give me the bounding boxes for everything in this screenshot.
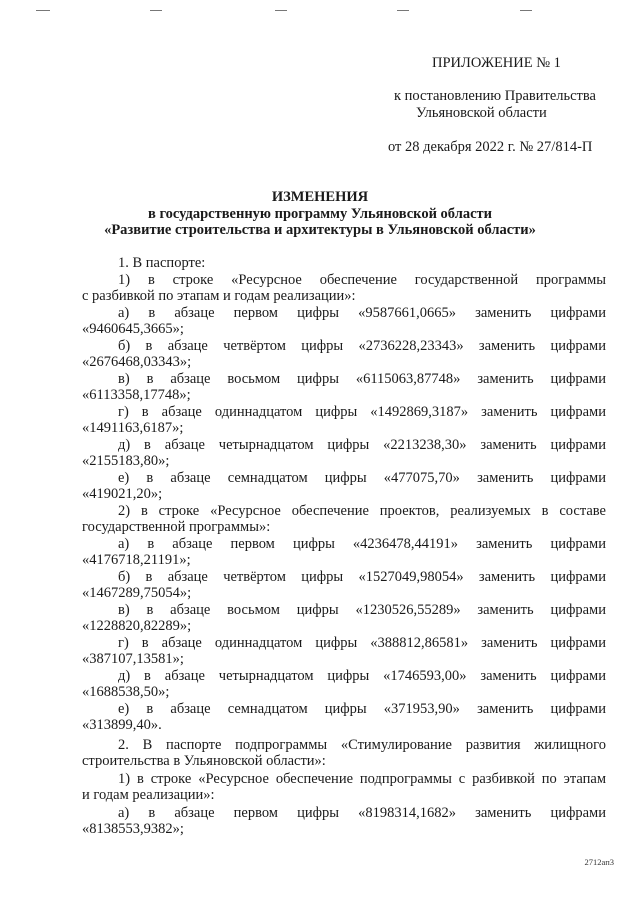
paragraph-line: а) в абзаце первом цифры «8198314,1682» заменить цифрами xyxy=(118,805,606,821)
scan-artifact-top xyxy=(520,10,532,11)
resolution-line-1: к постановлению Правительства xyxy=(394,88,596,104)
paragraph-line: а) в абзаце первом цифры «4236478,44191» заменить цифрами xyxy=(118,536,606,552)
document-code: 2712ап3 xyxy=(584,857,614,867)
paragraph-line: г) в абзаце одиннадцатом цифры «388812,86581» заменить цифрами xyxy=(118,635,606,651)
paragraph-line: «2676468,03343»; xyxy=(82,354,192,370)
paragraph-line: «387107,13581»; xyxy=(82,651,184,667)
paragraph-line: «4176718,21191»; xyxy=(82,552,191,568)
paragraph-line: 1) в строке «Ресурсное обеспечение государственной программы xyxy=(118,272,606,288)
paragraph-line: 2) в строке «Ресурсное обеспечение проектов, реализуемых в составе xyxy=(118,503,606,519)
paragraph-line: в) в абзаце восьмом цифры «6115063,87748» заменить цифрами xyxy=(118,371,606,387)
paragraph-line: «1491163,6187»; xyxy=(82,420,184,436)
document-title: ИЗМЕНЕНИЯ xyxy=(271,189,369,205)
appendix-label: ПРИЛОЖЕНИЕ № 1 xyxy=(432,55,561,71)
resolution-line-2: Ульяновской области xyxy=(416,105,547,121)
paragraph-line: «1688538,50»; xyxy=(82,684,170,700)
paragraph-line: «419021,20»; xyxy=(82,486,163,502)
paragraph-line: д) в абзаце четырнадцатом цифры «2213238,30» заменить цифрами xyxy=(118,437,606,453)
resolution-date-number: от 28 декабря 2022 г. № 27/814-П xyxy=(388,139,593,155)
scan-artifact-top xyxy=(397,10,409,11)
paragraph-line: «8138553,9382»; xyxy=(82,821,184,837)
paragraph-line: б) в абзаце четвёртом цифры «2736228,23343» заменить цифрами xyxy=(118,338,606,354)
paragraph-line: а) в абзаце первом цифры «9587661,0665» заменить цифрами xyxy=(118,305,606,321)
paragraph-line: с разбивкой по этапам и годам реализации»: xyxy=(82,288,356,304)
document-subtitle-2: «Развитие строительства и архитектуры в Ульяновской области» xyxy=(104,222,536,238)
paragraph-line: «6113358,17748»; xyxy=(82,387,191,403)
paragraph-line: 2. В паспорте подпрограммы «Стимулирование развития жилищного xyxy=(118,737,606,753)
paragraph-line: «1467289,75054»; xyxy=(82,585,192,601)
paragraph-line: г) в абзаце одиннадцатом цифры «1492869,3187» заменить цифрами xyxy=(118,404,606,420)
paragraph-line: «1228820,82289»; xyxy=(82,618,192,634)
paragraph-line: «9460645,3665»; xyxy=(82,321,184,337)
paragraph-line: б) в абзаце четвёртом цифры «1527049,98054» заменить цифрами xyxy=(118,569,606,585)
paragraph-line: «2155183,80»; xyxy=(82,453,170,469)
paragraph-line: и годам реализации»: xyxy=(82,787,215,803)
document-subtitle-1: в государственную программу Ульяновской области xyxy=(147,206,492,222)
paragraph-line: е) в абзаце семнадцатом цифры «477075,70» заменить цифрами xyxy=(118,470,606,486)
scan-artifact-top xyxy=(275,10,287,11)
paragraph-line: «313899,40». xyxy=(82,717,162,733)
paragraph-line: 1) в строке «Ресурсное обеспечение подпрограммы с разбивкой по этапам xyxy=(118,771,606,787)
section-1-heading: 1. В паспорте: xyxy=(118,255,206,271)
scan-artifact-top xyxy=(36,10,50,11)
paragraph-line: в) в абзаце восьмом цифры «1230526,55289» заменить цифрами xyxy=(118,602,606,618)
paragraph-line: строительства в Ульяновской области»: xyxy=(82,753,326,769)
scan-artifact-top xyxy=(150,10,162,11)
paragraph-line: государственной программы»: xyxy=(82,519,271,535)
paragraph-line: е) в абзаце семнадцатом цифры «371953,90» заменить цифрами xyxy=(118,701,606,717)
paragraph-line: д) в абзаце четырнадцатом цифры «1746593,00» заменить цифрами xyxy=(118,668,606,684)
